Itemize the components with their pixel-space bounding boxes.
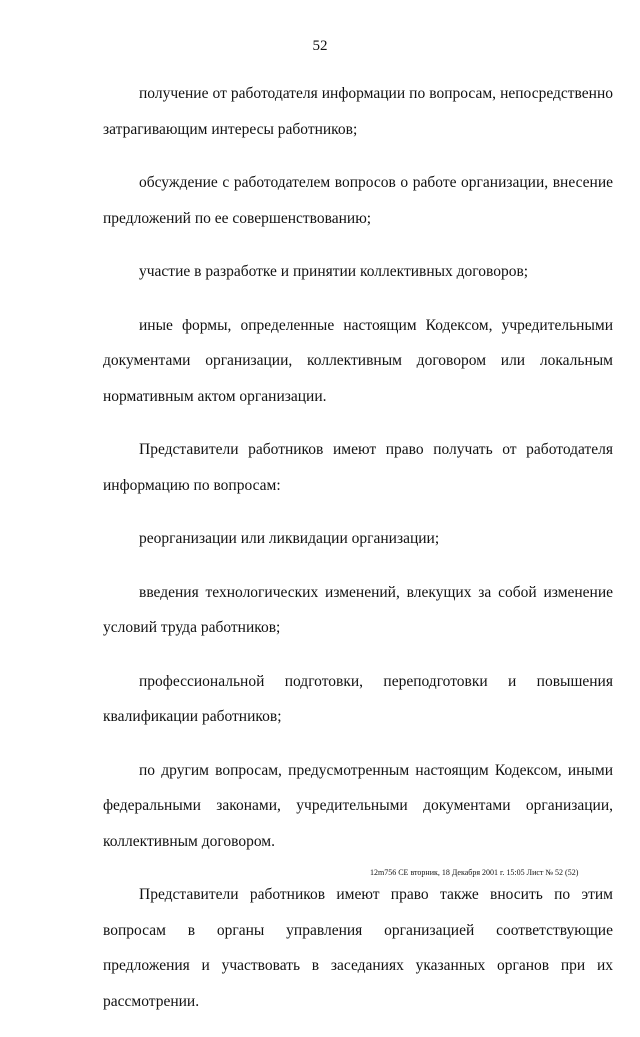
paragraph: иные формы, определенные настоящим Кодексом, учредительными документами организации, коллективным договором или локальным нормативным актом организации. xyxy=(103,316,613,405)
paragraph: профессиональной подготовки, переподготовки и повышения квалификации работников; xyxy=(103,672,613,725)
paragraph: Представители работников имеют право также вносить по этим вопросам в органы управления организацией соответствующие предложения и участвовать в заседаниях указанных органов при их рассмотрении. xyxy=(103,886,613,1010)
paragraph: участие в разработке и принятии коллективных договоров; xyxy=(139,263,529,280)
paragraph: получение от работодателя информации по вопросам, непосредственно затрагивающим интересы работников; xyxy=(103,85,613,138)
paragraph: введения технологических изменений, влекущих за собой изменение условий труда работников; xyxy=(103,583,613,636)
page-number: 52 xyxy=(312,38,328,54)
paragraph: реорганизации или ликвидации организации; xyxy=(139,530,440,547)
paragraph: Представители работников имеют право получать от работодателя информацию по вопросам: xyxy=(103,441,613,494)
paragraph: обсуждение с работодателем вопросов о работе организации, внесение предложений по ее совершенствованию; xyxy=(103,174,613,227)
footer-stamp: 12m756 СЕ вторник, 18 Декабря 2001 г. 15:05 Лист № 52 (52) xyxy=(370,868,579,877)
paragraph: по другим вопросам, предусмотренным настоящим Кодексом, иными федеральными законами, учредительными документами организации, коллективным договором. xyxy=(103,761,613,850)
document-body xyxy=(103,76,613,1037)
